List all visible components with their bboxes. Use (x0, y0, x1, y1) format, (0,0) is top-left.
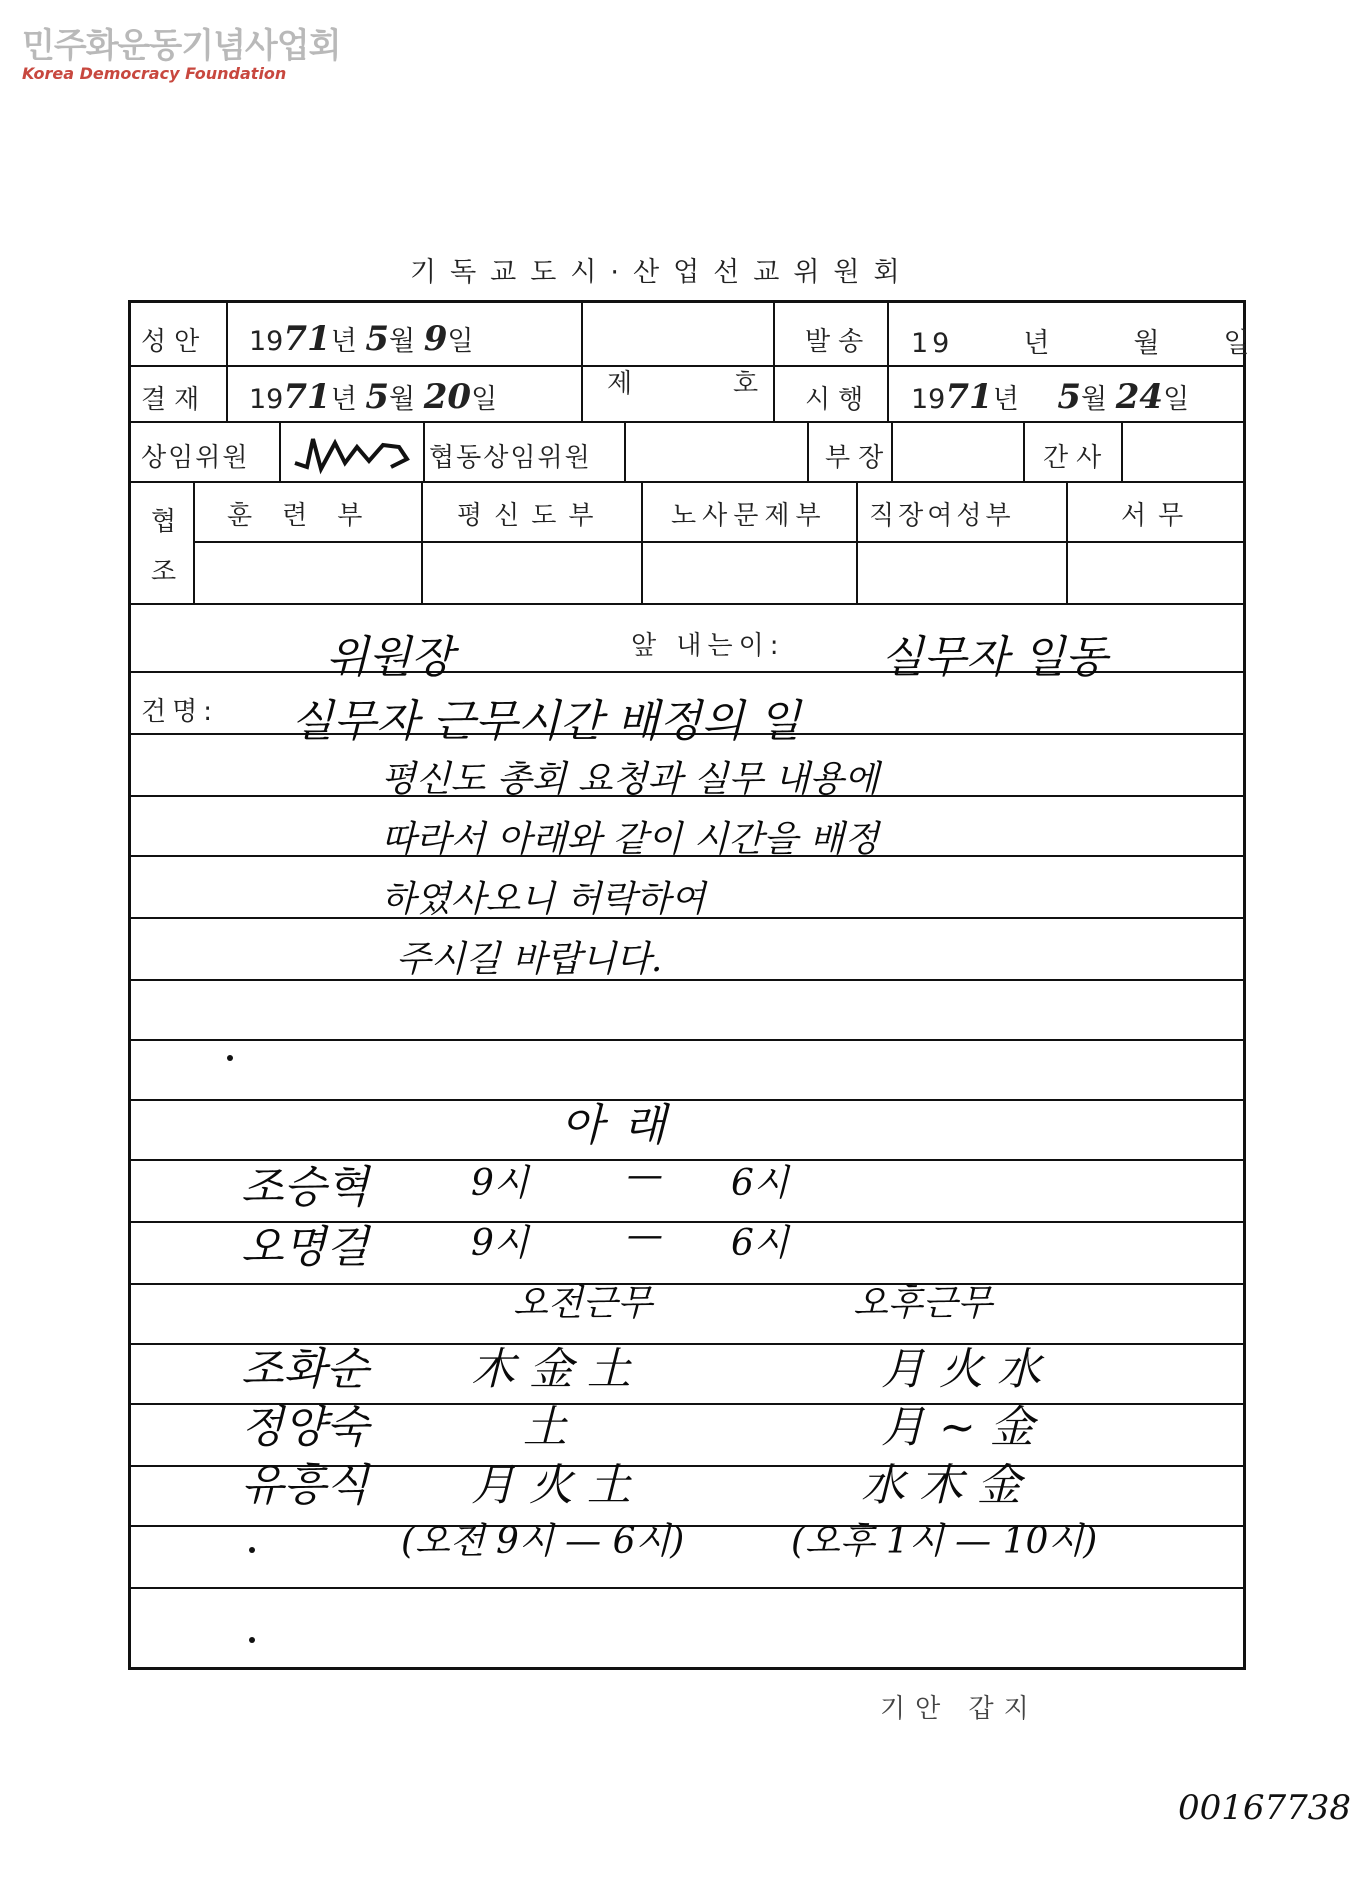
shift-afternoon-days: 月 火 水 (881, 1344, 1041, 1395)
col-divider (856, 481, 858, 603)
row-divider (193, 541, 1243, 543)
ruled-line (131, 1099, 1243, 1101)
schedule-dash: — (627, 1155, 663, 1196)
col-divider (421, 481, 423, 603)
label-coop-standing: 협동상임위원 (429, 443, 592, 473)
body-line-2: 따라서 아래와 같이 시간을 배정 (381, 819, 879, 860)
col-divider (226, 303, 228, 421)
label-ho: 호 (733, 369, 767, 399)
col-divider (773, 303, 775, 421)
org-logo-english: Korea Democracy Foundation (22, 64, 287, 83)
col-divider (1023, 421, 1025, 481)
schedule-start: 9시 (471, 1223, 529, 1264)
shift-afternoon-days: 水 木 金 (861, 1460, 1021, 1511)
body-line-3: 하였사오니 허락하여 (381, 879, 706, 920)
col-divider (423, 421, 425, 481)
dept-training: 훈련부 (227, 501, 393, 531)
shift-morning-days: 月 火 土 (471, 1460, 631, 1511)
shift-morning-days: 木 金 土 (471, 1344, 631, 1395)
shift-header-morning: 오전근무 (513, 1283, 653, 1324)
row-divider (131, 481, 1243, 483)
addressee: 위원장 (326, 632, 454, 683)
sender-label: 앞 내는이: (631, 631, 785, 661)
signature-mark (291, 429, 416, 477)
label-coop-2: 조 (151, 557, 185, 587)
col-divider (279, 421, 281, 481)
col-divider (193, 481, 195, 603)
col-divider (1121, 421, 1123, 481)
row-divider (131, 421, 1243, 423)
shift-header-afternoon: 오후근무 (853, 1283, 993, 1324)
dept-general: 서무 (1121, 501, 1196, 531)
dept-women: 직장여성부 (869, 501, 1015, 531)
schedule-start: 9시 (471, 1163, 529, 1204)
approval-form (128, 300, 1254, 1670)
label-number: 제 (607, 369, 641, 399)
ruled-line (131, 1283, 1243, 1285)
shift-morning-days: 土 (523, 1402, 567, 1453)
label-secretary: 간사 (1043, 443, 1110, 473)
ink-dot (249, 1547, 255, 1553)
label-enforced: 시행 (805, 385, 872, 415)
ink-dot (227, 1055, 233, 1061)
sent-date: 19 년 월 일 (911, 328, 1254, 359)
shift-name: 유흥식 (241, 1460, 369, 1511)
shift-note-afternoon: (오후 1시 — 10시) (791, 1521, 1098, 1562)
col-divider (624, 421, 626, 481)
enforced-date: 1971년 5월 24일 (911, 377, 1190, 417)
shift-note-morning: (오전 9시 — 6시) (401, 1521, 685, 1562)
subject-label: 건명: (141, 697, 218, 727)
schedule-end: 6시 (731, 1223, 789, 1264)
col-divider (641, 481, 643, 603)
dept-labor: 노사문제부 (671, 501, 827, 531)
col-divider (887, 303, 889, 421)
label-coop-1: 협 (151, 507, 185, 537)
col-divider (891, 421, 893, 481)
schedule-dash: — (627, 1215, 663, 1256)
shift-name: 정양숙 (241, 1402, 369, 1453)
ink-dot (249, 1637, 255, 1643)
approved-date: 1971년 5월 20일 (249, 377, 498, 417)
form-footer-label: 기안 갑지 (880, 1694, 1039, 1724)
label-drafted: 성안 (141, 327, 208, 357)
document-id: 00167738 (1178, 1788, 1352, 1828)
org-logo-korean: 민주화운동기념사업회 (22, 26, 341, 66)
ruled-line (131, 1587, 1243, 1589)
section-heading: 아래 (561, 1100, 687, 1151)
schedule-name: 조승혁 (241, 1162, 369, 1213)
shift-afternoon-days: 月 ~ 金 (881, 1402, 1034, 1453)
col-divider (581, 303, 583, 421)
label-approved: 결재 (141, 385, 208, 415)
dept-laity: 평신도부 (457, 501, 606, 531)
label-standing-member: 상임위원 (141, 443, 250, 473)
row-divider (131, 603, 1243, 605)
col-divider (1066, 481, 1068, 603)
schedule-name: 오명걸 (241, 1222, 369, 1273)
sender: 실무자 일동 (881, 632, 1108, 683)
form-title: 기독교도시·산업선교위원회 (410, 257, 914, 288)
body-line-4: 주시길 바랍니다. (396, 939, 663, 980)
ruled-line (131, 979, 1243, 981)
label-sent: 발송 (805, 327, 872, 357)
subject: 실무자 근무시간 배정의 일 (291, 696, 801, 747)
col-divider (807, 421, 809, 481)
shift-name: 조화순 (241, 1344, 369, 1395)
label-dept-head: 부장 (825, 443, 892, 473)
row-divider (131, 365, 1243, 367)
body-line-1: 평신도 총회 요청과 실무 내용에 (381, 759, 879, 800)
schedule-end: 6시 (731, 1163, 789, 1204)
ruled-line (131, 1039, 1243, 1041)
drafted-date: 1971년 5월 9일 (249, 319, 474, 359)
